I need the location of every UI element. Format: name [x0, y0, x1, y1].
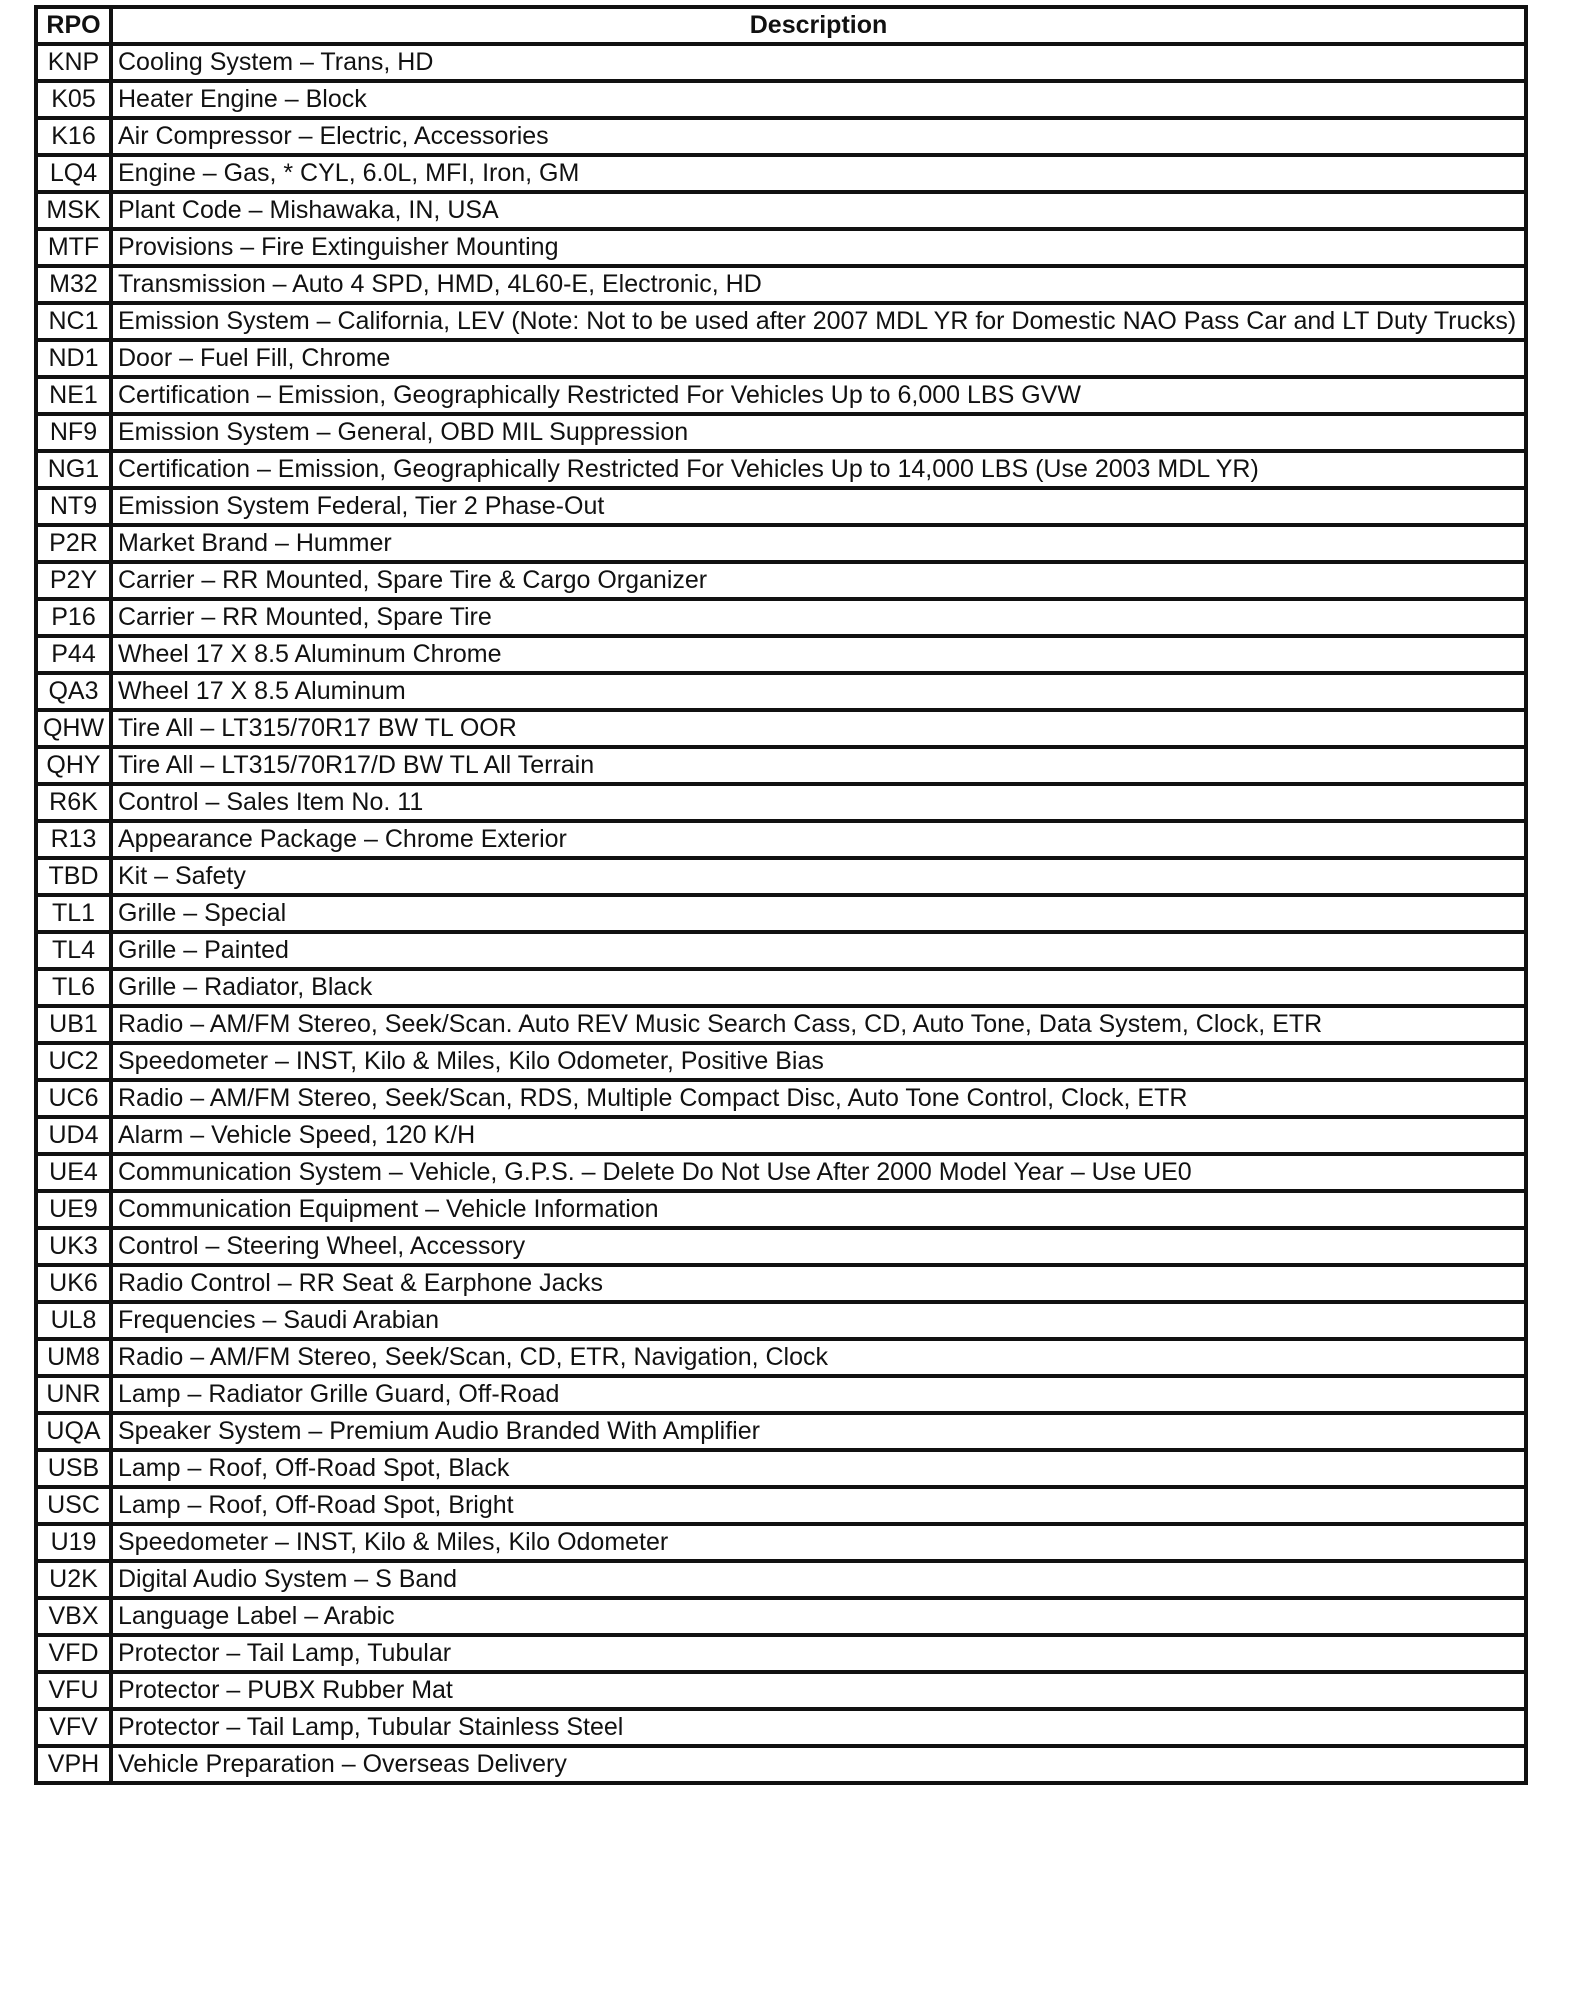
rpo-code-cell: NF9	[36, 414, 111, 451]
table-row	[36, 340, 1526, 377]
rpo-code-cell: M32	[36, 266, 111, 303]
table-row	[36, 1598, 1526, 1635]
description-cell: Language Label – Arabic	[111, 1598, 1526, 1635]
description-cell: Speedometer – INST, Kilo & Miles, Kilo Odometer	[111, 1524, 1526, 1561]
rpo-code-cell: VBX	[36, 1598, 111, 1635]
rpo-code-cell: VFD	[36, 1635, 111, 1672]
table-row	[36, 81, 1526, 118]
rpo-code-cell: UL8	[36, 1302, 111, 1339]
rpo-code-cell: U2K	[36, 1561, 111, 1598]
table-row	[36, 1339, 1526, 1376]
table-row	[36, 710, 1526, 747]
description-cell: Grille – Special	[111, 895, 1526, 932]
rpo-code-cell: TL1	[36, 895, 111, 932]
description-cell: Speedometer – INST, Kilo & Miles, Kilo Odometer, Positive Bias	[111, 1043, 1526, 1080]
table-row	[36, 932, 1526, 969]
rpo-code-cell: NE1	[36, 377, 111, 414]
table-row	[36, 192, 1526, 229]
description-cell: Wheel 17 X 8.5 Aluminum	[111, 673, 1526, 710]
rpo-code-cell: P16	[36, 599, 111, 636]
table-row	[36, 895, 1526, 932]
rpo-code-cell: UK3	[36, 1228, 111, 1265]
rpo-code-cell: UNR	[36, 1376, 111, 1413]
description-cell: Digital Audio System – S Band	[111, 1561, 1526, 1598]
table-body	[36, 44, 1526, 1783]
description-cell: Market Brand – Hummer	[111, 525, 1526, 562]
description-cell: Tire All – LT315/70R17/D BW TL All Terrain	[111, 747, 1526, 784]
table-row	[36, 118, 1526, 155]
rpo-code-cell: UE4	[36, 1154, 111, 1191]
rpo-code-cell: TBD	[36, 858, 111, 895]
table-row	[36, 1635, 1526, 1672]
description-cell: Tire All – LT315/70R17 BW TL OOR	[111, 710, 1526, 747]
table-row	[36, 1302, 1526, 1339]
rpo-code-cell: QHW	[36, 710, 111, 747]
description-cell: Control – Sales Item No. 11	[111, 784, 1526, 821]
table-row	[36, 747, 1526, 784]
description-cell: Vehicle Preparation – Overseas Delivery	[111, 1746, 1526, 1783]
rpo-code-cell: UE9	[36, 1191, 111, 1228]
description-cell: Frequencies – Saudi Arabian	[111, 1302, 1526, 1339]
description-cell: Communication System – Vehicle, G.P.S. – Delete Do Not Use After 2000 Model Year – Use UE0	[111, 1154, 1526, 1191]
rpo-code-cell: UD4	[36, 1117, 111, 1154]
rpo-code-cell: VFV	[36, 1709, 111, 1746]
rpo-code-cell: UM8	[36, 1339, 111, 1376]
table-row	[36, 1154, 1526, 1191]
description-cell: Emission System Federal, Tier 2 Phase-Out	[111, 488, 1526, 525]
table-row	[36, 1117, 1526, 1154]
rpo-code-cell: U19	[36, 1524, 111, 1561]
rpo-code-cell: UB1	[36, 1006, 111, 1043]
rpo-code-cell: UC2	[36, 1043, 111, 1080]
description-cell: Grille – Painted	[111, 932, 1526, 969]
rpo-code-cell: MTF	[36, 229, 111, 266]
table-row	[36, 821, 1526, 858]
table-row	[36, 1006, 1526, 1043]
table-row	[36, 784, 1526, 821]
rpo-code-cell: P2R	[36, 525, 111, 562]
description-cell: Engine – Gas, * CYL, 6.0L, MFI, Iron, GM	[111, 155, 1526, 192]
table-row	[36, 1413, 1526, 1450]
description-cell: Door – Fuel Fill, Chrome	[111, 340, 1526, 377]
table-row	[36, 1265, 1526, 1302]
table-row	[36, 673, 1526, 710]
table-row	[36, 488, 1526, 525]
rpo-code-cell: ND1	[36, 340, 111, 377]
table-row	[36, 451, 1526, 488]
rpo-code-cell: UC6	[36, 1080, 111, 1117]
table-row	[36, 155, 1526, 192]
description-cell: Protector – PUBX Rubber Mat	[111, 1672, 1526, 1709]
description-cell: Cooling System – Trans, HD	[111, 44, 1526, 81]
description-cell: Protector – Tail Lamp, Tubular	[111, 1635, 1526, 1672]
table-row	[36, 1672, 1526, 1709]
description-cell: Alarm – Vehicle Speed, 120 K/H	[111, 1117, 1526, 1154]
rpo-code-cell: USC	[36, 1487, 111, 1524]
description-cell: Air Compressor – Electric, Accessories	[111, 118, 1526, 155]
table-row	[36, 414, 1526, 451]
description-cell: Protector – Tail Lamp, Tubular Stainless Steel	[111, 1709, 1526, 1746]
table-row	[36, 1561, 1526, 1598]
table-row	[36, 1376, 1526, 1413]
rpo-code-cell: TL6	[36, 969, 111, 1006]
table-row	[36, 599, 1526, 636]
table-row	[36, 1709, 1526, 1746]
table-row	[36, 44, 1526, 81]
rpo-code-cell: KNP	[36, 44, 111, 81]
table-row	[36, 1228, 1526, 1265]
rpo-code-cell: UK6	[36, 1265, 111, 1302]
rpo-code-cell: K16	[36, 118, 111, 155]
description-cell: Carrier – RR Mounted, Spare Tire	[111, 599, 1526, 636]
description-cell: Radio Control – RR Seat & Earphone Jacks	[111, 1265, 1526, 1302]
description-cell: Radio – AM/FM Stereo, Seek/Scan, CD, ETR, Navigation, Clock	[111, 1339, 1526, 1376]
description-cell: Provisions – Fire Extinguisher Mounting	[111, 229, 1526, 266]
table-row	[36, 229, 1526, 266]
description-cell: Communication Equipment – Vehicle Information	[111, 1191, 1526, 1228]
table-row	[36, 1191, 1526, 1228]
rpo-code-cell: NT9	[36, 488, 111, 525]
table-row	[36, 562, 1526, 599]
rpo-code-cell: VFU	[36, 1672, 111, 1709]
rpo-code-cell: LQ4	[36, 155, 111, 192]
rpo-code-cell: MSK	[36, 192, 111, 229]
description-cell: Radio – AM/FM Stereo, Seek/Scan, RDS, Multiple Compact Disc, Auto Tone Control, Clock, ETR	[111, 1080, 1526, 1117]
table-row	[36, 1080, 1526, 1117]
table-row	[36, 1524, 1526, 1561]
description-cell: Appearance Package – Chrome Exterior	[111, 821, 1526, 858]
description-cell: Lamp – Radiator Grille Guard, Off-Road	[111, 1376, 1526, 1413]
table-row	[36, 858, 1526, 895]
description-cell: Grille – Radiator, Black	[111, 969, 1526, 1006]
description-cell: Control – Steering Wheel, Accessory	[111, 1228, 1526, 1265]
table-row	[36, 1487, 1526, 1524]
rpo-code-cell: P2Y	[36, 562, 111, 599]
rpo-table	[34, 5, 1528, 1785]
rpo-code-cell: NG1	[36, 451, 111, 488]
description-cell: Lamp – Roof, Off-Road Spot, Black	[111, 1450, 1526, 1487]
rpo-code-cell: UQA	[36, 1413, 111, 1450]
description-cell: Emission System – General, OBD MIL Suppression	[111, 414, 1526, 451]
header-description: Description	[111, 7, 1526, 44]
description-cell: Certification – Emission, Geographically Restricted For Vehicles Up to 14,000 LBS (Use 2003 MDL YR)	[111, 451, 1526, 488]
table-row	[36, 525, 1526, 562]
rpo-code-cell: NC1	[36, 303, 111, 340]
rpo-code-cell: P44	[36, 636, 111, 673]
description-cell: Lamp – Roof, Off-Road Spot, Bright	[111, 1487, 1526, 1524]
description-cell: Carrier – RR Mounted, Spare Tire & Cargo Organizer	[111, 562, 1526, 599]
table-row	[36, 303, 1526, 340]
rpo-code-cell: TL4	[36, 932, 111, 969]
description-cell: Heater Engine – Block	[111, 81, 1526, 118]
description-cell: Speaker System – Premium Audio Branded With Amplifier	[111, 1413, 1526, 1450]
table-row	[36, 1450, 1526, 1487]
rpo-code-cell: QA3	[36, 673, 111, 710]
rpo-code-cell: QHY	[36, 747, 111, 784]
description-cell: Certification – Emission, Geographically Restricted For Vehicles Up to 6,000 LBS GVW	[111, 377, 1526, 414]
table-header-row	[36, 7, 1526, 44]
description-cell: Wheel 17 X 8.5 Aluminum Chrome	[111, 636, 1526, 673]
table-row	[36, 1746, 1526, 1783]
rpo-code-cell: VPH	[36, 1746, 111, 1783]
table-row	[36, 266, 1526, 303]
description-cell: Emission System – California, LEV (Note: Not to be used after 2007 MDL YR for Domestic NAO Pass Car and LT Duty Trucks)	[111, 303, 1526, 340]
rpo-code-cell: R13	[36, 821, 111, 858]
rpo-code-cell: USB	[36, 1450, 111, 1487]
table-row	[36, 377, 1526, 414]
rpo-code-cell: R6K	[36, 784, 111, 821]
description-cell: Plant Code – Mishawaka, IN, USA	[111, 192, 1526, 229]
description-cell: Kit – Safety	[111, 858, 1526, 895]
header-rpo: RPO	[36, 7, 111, 44]
rpo-code-cell: K05	[36, 81, 111, 118]
description-cell: Transmission – Auto 4 SPD, HMD, 4L60-E, Electronic, HD	[111, 266, 1526, 303]
table-row	[36, 969, 1526, 1006]
description-cell: Radio – AM/FM Stereo, Seek/Scan. Auto REV Music Search Cass, CD, Auto Tone, Data System, Clock, ETR	[111, 1006, 1526, 1043]
table-row	[36, 1043, 1526, 1080]
table-row	[36, 636, 1526, 673]
